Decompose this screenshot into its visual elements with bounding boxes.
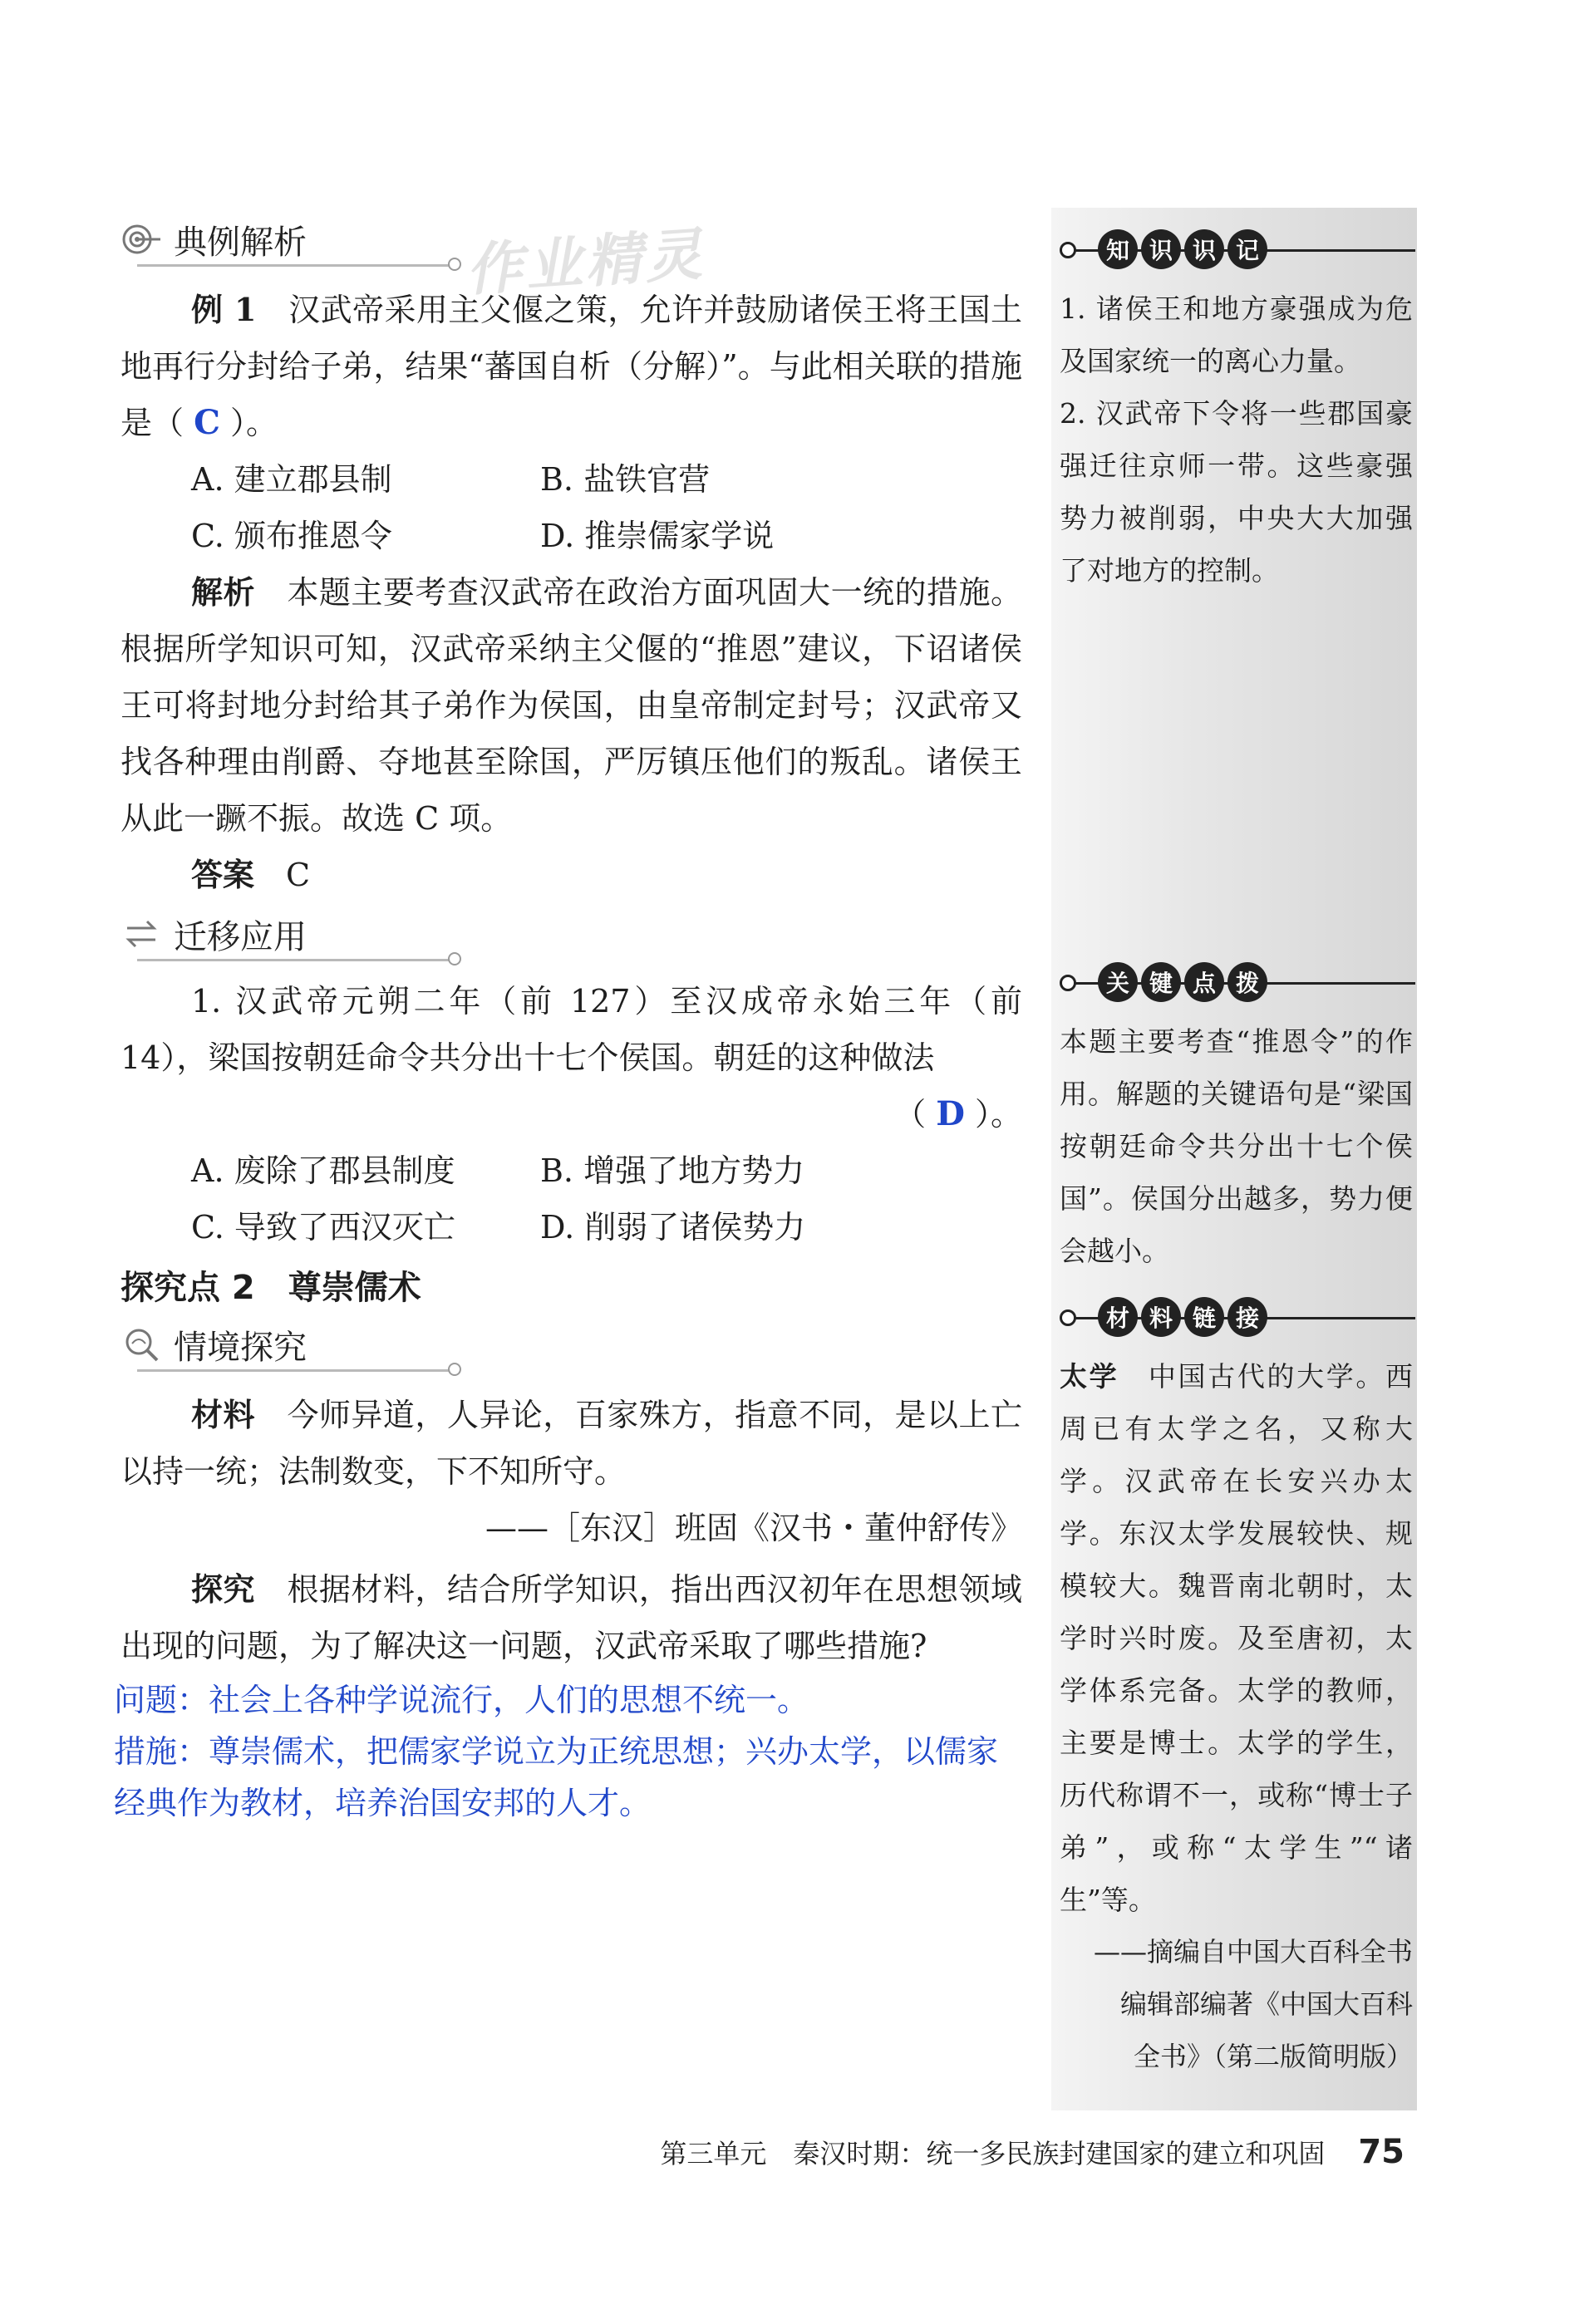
divider bbox=[137, 959, 453, 961]
sidebar-content bbox=[1051, 208, 1417, 2083]
option-letter: A. bbox=[191, 1152, 224, 1189]
knowledge-header bbox=[1060, 224, 1417, 276]
title-char: 键 bbox=[1141, 962, 1181, 1002]
example-text-end: ）。 bbox=[230, 405, 278, 441]
section-title: 典例解析 bbox=[174, 223, 307, 262]
option-letter: D. bbox=[540, 1209, 575, 1246]
section-title: 情境探究 bbox=[174, 1328, 307, 1367]
divider-dot bbox=[448, 952, 461, 965]
option-text: 颁布推恩令 bbox=[234, 518, 392, 554]
header-title bbox=[1098, 962, 1271, 1002]
material-header bbox=[1060, 1292, 1417, 1344]
page-number: 75 bbox=[1358, 2133, 1405, 2171]
option-d bbox=[540, 1199, 960, 1255]
option-letter: C. bbox=[191, 518, 224, 554]
option-text: 废除了郡县制度 bbox=[234, 1152, 455, 1189]
option-text: 盐铁官营 bbox=[583, 461, 711, 498]
divider bbox=[137, 1369, 453, 1372]
citation: 全书》（第二版简明版） bbox=[1133, 2041, 1413, 2072]
scenario-section-header bbox=[121, 1317, 1022, 1372]
swap-arrows-icon bbox=[121, 913, 162, 955]
main-column bbox=[114, 212, 1022, 1829]
term: 太学 bbox=[1060, 1360, 1119, 1393]
option-c bbox=[121, 1199, 540, 1255]
title-char: 料 bbox=[1141, 1297, 1181, 1337]
analysis-label: 解析 bbox=[191, 573, 255, 611]
option-text: 建立郡县制 bbox=[234, 461, 392, 498]
options-row-1 bbox=[121, 451, 1022, 508]
option-d bbox=[540, 508, 960, 564]
header-dot bbox=[1060, 1309, 1076, 1326]
citation: 编辑部编著《中国大百科 bbox=[1119, 1988, 1413, 2020]
inquiry-point-title: 探究点 2 尊崇儒术 bbox=[121, 1269, 421, 1307]
option-text: 增强了地方势力 bbox=[583, 1152, 805, 1189]
transfer-section-header bbox=[121, 907, 1022, 961]
material bbox=[121, 1387, 1022, 1500]
material-text: 今师异道，人异论，百家殊方，指意不同，是以上亡以持一统；法制数变，下不知所守。 bbox=[121, 1397, 1022, 1490]
option-c bbox=[121, 508, 540, 564]
page-footer bbox=[657, 2127, 1405, 2177]
material-source: ——［东汉］班固《汉书・董仲舒传》 bbox=[485, 1510, 1022, 1546]
divider-dot bbox=[448, 1363, 461, 1376]
key-text: 本题主要考查“推恩令”的作用。解题的关键语句是“梁国按朝廷命令共分出十七个侯国”。侯国分出越多，势力便会越小。 bbox=[1060, 1025, 1413, 1267]
example-question bbox=[121, 282, 1022, 451]
answer bbox=[121, 847, 1022, 903]
title-char: 关 bbox=[1098, 962, 1138, 1002]
divider bbox=[137, 264, 453, 267]
inquiry-label: 探究 bbox=[191, 1570, 255, 1608]
material-text bbox=[1060, 1350, 1417, 1926]
paren-open: （ bbox=[894, 1096, 927, 1133]
title-char: 链 bbox=[1184, 1297, 1224, 1337]
handwritten-answer-problem: 问题：社会上各种学说流行，人们的思想不统一。 bbox=[114, 1682, 809, 1718]
citation: ——摘编自中国大百科全书 bbox=[1093, 1936, 1413, 1968]
inquiry-text: 根据材料，结合所学知识，指出西汉初年在思想领域出现的问题，为了解决这一问题，汉武帝采取了哪些措施? bbox=[121, 1571, 1022, 1664]
section-title: 迁移应用 bbox=[174, 917, 307, 956]
option-text: 导致了西汉灭亡 bbox=[234, 1209, 455, 1246]
key-header bbox=[1060, 957, 1417, 1009]
header-title bbox=[1098, 229, 1271, 269]
title-char: 点 bbox=[1184, 962, 1224, 1002]
answer-mark: D bbox=[936, 1094, 965, 1133]
chapter-title: 第三单元 秦汉时期：统一多民族封建国家的建立和巩固 bbox=[660, 2138, 1326, 2169]
knowledge-item: 1. 诸侯王和地方豪强成为危及国家统一的离心力量。 bbox=[1060, 292, 1413, 377]
title-char: 知 bbox=[1098, 229, 1138, 269]
header-dot bbox=[1060, 975, 1076, 991]
term-definition: 中国古代的大学。西周已有太学之名，又称大学。汉武帝在长安兴办太学。东汉太学发展较快、规模较大。魏晋南北朝时，太学时兴时废。及至唐初，太学体系完备。太学的教师，主要是博士。太学的学生，历代称谓不一，或称“博士子弟”，或称“太学生”“诸生”等。 bbox=[1060, 1360, 1414, 1916]
analysis bbox=[121, 564, 1022, 847]
title-char: 接 bbox=[1227, 1297, 1267, 1337]
title-char: 识 bbox=[1141, 229, 1181, 269]
inquiry-question bbox=[121, 1561, 1022, 1674]
title-char: 材 bbox=[1098, 1297, 1138, 1337]
options-row-1 bbox=[121, 1142, 1022, 1199]
option-letter: C. bbox=[191, 1209, 224, 1246]
material-label: 材料 bbox=[191, 1396, 255, 1433]
option-letter: A. bbox=[191, 461, 224, 498]
example-label: 例 1 bbox=[191, 291, 257, 328]
search-magnifier-icon bbox=[121, 1324, 162, 1365]
option-letter: B. bbox=[540, 1152, 574, 1189]
title-char: 拨 bbox=[1227, 962, 1267, 1002]
answer-label: 答案 bbox=[191, 856, 255, 893]
option-text: 削弱了诸侯势力 bbox=[584, 1209, 806, 1246]
option-b bbox=[540, 451, 960, 508]
sidebar bbox=[1051, 208, 1417, 2110]
title-char: 记 bbox=[1227, 229, 1267, 269]
option-text: 推崇儒家学说 bbox=[584, 518, 775, 554]
answer-value: C bbox=[286, 857, 311, 893]
options-row-2 bbox=[121, 1199, 1022, 1255]
watermark: 作业精灵 bbox=[464, 222, 707, 304]
transfer-answer-line bbox=[121, 1086, 1022, 1142]
transfer-question: 1. 汉武帝元朔二年（前 127）至汉成帝永始三年（前 14），梁国按朝廷命令共分出十七个侯国。朝廷的这种做法 bbox=[121, 983, 1022, 1076]
option-letter: B. bbox=[540, 461, 574, 498]
divider-dot bbox=[448, 258, 461, 271]
target-icon bbox=[121, 219, 162, 260]
paren-close: ）。 bbox=[974, 1096, 1022, 1133]
example-text: 汉武帝采用主父偃之策，允许并鼓励诸侯王将王国土地再行分封给子弟，结果“蕃国自析（分解）”。与此相关联的措施是（ bbox=[121, 292, 1022, 441]
option-a bbox=[121, 1142, 540, 1199]
header-dot bbox=[1060, 242, 1076, 258]
options-row-2 bbox=[121, 508, 1022, 564]
header-title bbox=[1098, 1297, 1271, 1337]
option-letter: D. bbox=[540, 518, 575, 554]
analysis-text: 本题主要考查汉武帝在政治方面巩固大一统的措施。根据所学知识可知，汉武帝采纳主父偃的“推恩”建议，下诏诸侯王可将封地分封给其子弟作为侯国，由皇帝制定封号；汉武帝又找各种理由削爵、夺地甚至除国，严厉镇压他们的叛乱。诸侯王从此一蹶不振。故选 C 项。 bbox=[121, 574, 1022, 837]
option-b bbox=[540, 1142, 960, 1199]
answer-mark: C bbox=[194, 403, 220, 442]
option-a bbox=[121, 451, 540, 508]
spacer bbox=[1060, 597, 1417, 941]
knowledge-item: 2. 汉武帝下令将一些郡国豪强迁往京师一带。这些豪强势力被削弱，中央大大加强了对地方的控制。 bbox=[1060, 397, 1413, 587]
handwritten-answer-measures: 措施：尊崇儒术，把儒家学说立为正统思想；兴办太学，以儒家经典作为教材，培养治国安邦的人才。 bbox=[114, 1733, 999, 1821]
example-section-header bbox=[121, 212, 1022, 267]
title-char: 识 bbox=[1184, 229, 1224, 269]
